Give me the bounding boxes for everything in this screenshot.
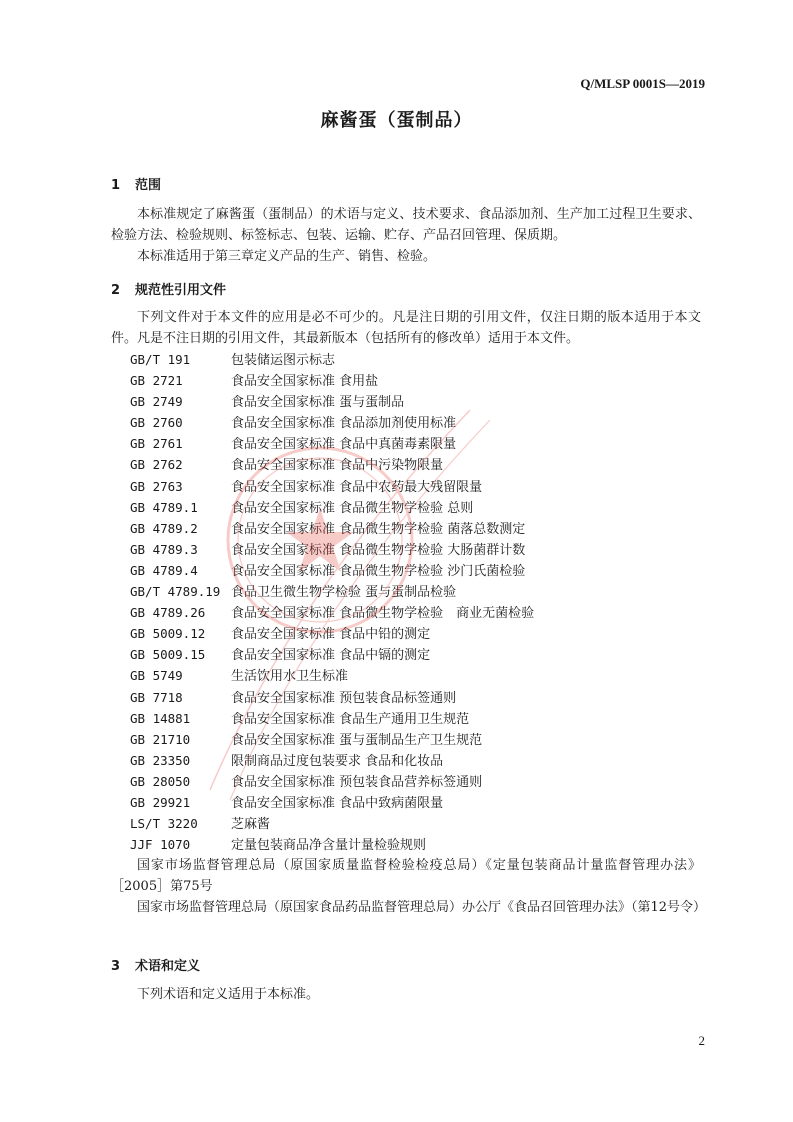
reference-item xyxy=(130,497,534,518)
reference-item xyxy=(130,433,534,454)
section-2-heading xyxy=(111,279,226,298)
section-number: 3 xyxy=(111,959,121,974)
reference-title: 食品安全国家标准 食品中农药最大残留限量 xyxy=(231,479,483,495)
reference-code: GB/T 4789.19 xyxy=(130,584,221,600)
reference-item xyxy=(130,623,534,644)
reference-code: GB 2749 xyxy=(130,394,183,410)
reference-code: GB 5009.15 xyxy=(130,647,206,663)
reference-title: 食品安全国家标准 食品中致病菌限量 xyxy=(231,795,444,811)
section-number: 1 xyxy=(111,178,121,193)
reference-title: 食品安全国家标准 食品中铅的测定 xyxy=(231,627,431,643)
reference-title: 食品安全国家标准 食品微生物学检验 大肠菌群计数 xyxy=(231,542,526,558)
reference-item xyxy=(130,560,534,581)
reference-title: 食品安全国家标准 食品微生物学检验 沙门氏菌检验 xyxy=(231,563,526,579)
section-title: 范围 xyxy=(135,178,162,193)
reference-title: 食品安全国家标准 食品微生物学检验 菌落总数测定 xyxy=(231,521,526,537)
reference-code: GB 28050 xyxy=(130,773,191,789)
section-3-heading xyxy=(111,955,200,974)
scope-paragraph: 本标准规定了麻酱蛋（蛋制品）的术语与定义、技术要求、食品添加剂、生产加工过程卫生要求、检验方法、检验规则、标签标志、包装、运输、贮存、产品召回管理、保质期。 xyxy=(111,207,701,243)
reference-item xyxy=(130,792,534,813)
section-title: 术语和定义 xyxy=(135,959,201,974)
reference-item xyxy=(130,602,534,623)
reference-code: GB 4789.2 xyxy=(130,520,198,536)
reference-title: 食品安全国家标准 食品微生物学检验 商业无菌检验 xyxy=(231,606,535,622)
reference-code: GB/T 191 xyxy=(130,352,191,367)
document-title: 麻酱蛋（蛋制品） xyxy=(320,110,473,131)
reference-title: 定量包装商品净含量计量检验规则 xyxy=(231,838,427,854)
reference-item xyxy=(130,476,534,497)
reference-title: 限制商品过度包装要求 食品和化妆品 xyxy=(231,753,444,769)
reference-item xyxy=(130,834,534,855)
reference-title: 生活饮用水卫生标准 xyxy=(231,669,349,685)
reference-title: 食品安全国家标准 蛋与蛋制品 xyxy=(231,395,405,411)
reference-list xyxy=(130,349,534,855)
reference-item xyxy=(130,539,534,560)
reference-code: LS/T 3220 xyxy=(130,816,198,832)
reference-item xyxy=(130,771,534,792)
reference-item xyxy=(130,454,534,475)
reference-item xyxy=(130,750,534,771)
reference-title: 食品安全国家标准 食品微生物学检验 总则 xyxy=(231,500,474,516)
reference-item xyxy=(130,518,534,539)
reference-code: GB 5749 xyxy=(130,668,183,684)
reference-code: GB 2762 xyxy=(130,457,183,473)
reference-item xyxy=(130,370,534,391)
reference-item xyxy=(130,708,534,729)
terms-intro: 下列术语和定义适用于本标准。 xyxy=(137,987,320,1002)
reference-code: GB 4789.3 xyxy=(130,541,198,557)
reference-title: 食品卫生微生物学检验 蛋与蛋制品检验 xyxy=(231,585,457,601)
reference-code: GB 21710 xyxy=(130,731,191,747)
reference-item xyxy=(130,729,534,750)
standard-code: Q/MLSP 0001S—2019 xyxy=(580,76,705,91)
reference-code: GB 4789.1 xyxy=(130,499,198,515)
section-1-heading xyxy=(111,174,161,193)
reference-code: GB 2763 xyxy=(130,478,183,494)
reference-code: JJF 1070 xyxy=(130,837,191,853)
section-title: 规范性引用文件 xyxy=(135,283,227,298)
section-number: 2 xyxy=(111,283,121,298)
reference-item xyxy=(130,349,534,370)
reference-code: GB 2721 xyxy=(130,373,183,389)
reference-title: 食品安全国家标准 食品生产通用卫生规范 xyxy=(231,711,470,727)
reference-item xyxy=(130,644,534,665)
reference-title: 食品安全国家标准 食品添加剂使用标准 xyxy=(231,416,457,432)
reference-extra-1: 国家市场监督管理总局（原国家质量监督检验检疫总局）《定量包装商品计量监督管理办法》［2005］第75号 xyxy=(111,858,701,894)
reference-code: GB 7718 xyxy=(130,689,183,705)
reference-title: 食品安全国家标准 食品中镉的测定 xyxy=(231,648,431,664)
reference-title: 包装储运图示标志 xyxy=(231,353,336,368)
reference-code: GB 4789.26 xyxy=(130,605,206,621)
references-intro: 下列文件对于本文件的应用是必不可少的。凡是注日期的引用文件，仅注日期的版本适用于本文件。凡是不注日期的引用文件，其最新版本（包括所有的修改单）适用于本文件。 xyxy=(111,310,701,346)
reference-item xyxy=(130,813,534,834)
reference-title: 食品安全国家标准 食用盐 xyxy=(231,374,379,390)
reference-code: GB 4789.4 xyxy=(130,562,198,578)
reference-item xyxy=(130,581,534,602)
reference-title: 食品安全国家标准 蛋与蛋制品生产卫生规范 xyxy=(231,732,483,748)
reference-code: GB 14881 xyxy=(130,710,191,726)
reference-item xyxy=(130,687,534,708)
reference-title: 食品安全国家标准 预包装食品标签通则 xyxy=(231,690,457,706)
page-number: 2 xyxy=(698,1033,705,1048)
reference-title: 芝麻酱 xyxy=(231,817,271,833)
reference-title: 食品安全国家标准 预包装食品营养标签通则 xyxy=(231,774,483,790)
scope-applicability: 本标准适用于第三章定义产品的生产、销售、检验。 xyxy=(137,249,437,264)
reference-code: GB 29921 xyxy=(130,794,191,810)
reference-title: 食品安全国家标准 食品中真菌毒素限量 xyxy=(231,437,457,453)
reference-extra-2: 国家市场监督管理总局（原国家食品药品监督管理总局）办公厅《食品召回管理办法》（第12号令） xyxy=(137,900,707,915)
reference-code: GB 2761 xyxy=(130,436,183,452)
reference-item xyxy=(130,665,534,686)
reference-code: GB 2760 xyxy=(130,415,183,431)
reference-item xyxy=(130,412,534,433)
reference-code: GB 5009.12 xyxy=(130,626,206,642)
reference-code: GB 23350 xyxy=(130,752,191,768)
reference-title: 食品安全国家标准 食品中污染物限量 xyxy=(231,458,444,474)
reference-item xyxy=(130,391,534,412)
